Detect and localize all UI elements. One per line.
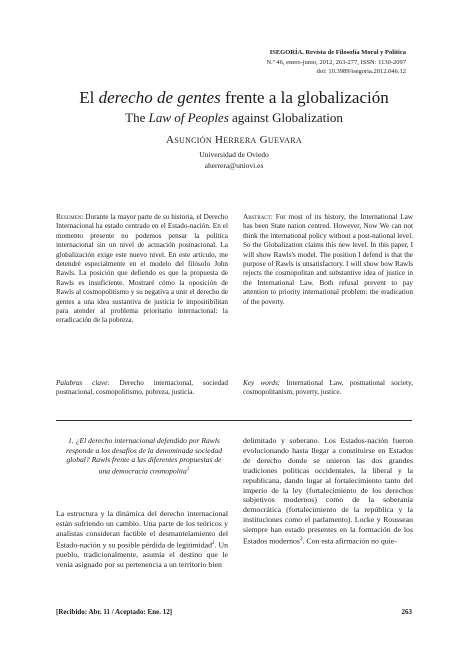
palabras-label: Palabras clave: [56,379,110,387]
section-heading-text: ¿El derecho internacional defendido por Rawls responde a los desafíos de la denominada sociedad global? Rawls frente a las diferentes propuestas de una democracia cosmopolita [65,436,222,476]
title-part-1: El [79,88,99,107]
author-text: Asunción Herrera Guevara [166,134,302,146]
article-subtitle [0,110,468,126]
body-left-column [56,509,228,570]
body-right-text-a: delimitado y soberano. Los Estados-nación fueron evolucionando hasta llegar a constituirse en Estados de derecho donde se unieron las dos grandes tradiciones políticas occidentales, la liberal y la republicana, dando lugar al fortalecimiento tanto del imperio de la ley (fortalecimiento de los derechos subjetivos modernos) como de la soberanía democrática (fortalecimiento de la república y la instituciones como el parlamento). Locke y Rousseau siempre han estado presentes en la formación de los Estados modernos [243,436,413,546]
author-email: aherrera@uniovi.es [204,161,264,170]
author-name [0,133,468,147]
section-number: 1. [68,436,74,445]
article-title [0,88,468,108]
author-affiliation: Universidad de Oviedo [199,150,269,159]
received-accepted-dates: [Recibido: Abr. 11 / Aceptado: Ene. 12] [56,608,173,616]
title-italic: derecho de gentes [98,88,221,107]
keywords-block [243,379,413,398]
journal-header [106,48,406,77]
subtitle-part-1: The [125,110,149,125]
title-part-2: frente a la globalización [220,88,389,107]
body-left-footnote-ref: 2 [212,540,215,546]
body-right-footnote-ref: 3 [299,537,303,543]
keywords-text: International Law, postnational society, cosmopolitanism, poverty, justice. [243,379,413,397]
body-left-text-b: . Un pueblo, tradicionalmente, asumía el destino que le venía asignado por su pertenencia a un territorio bien [56,540,228,570]
resumen-label: Resumen: [56,213,84,221]
resumen-text: Durante la mayor parte de su historia, el Derecho Internacional ha estado centrado en el Estado-nación. En el momento presente no podemos pensar la política internacional sin un nivel de actuación postnacional. La globalización exige este nuevo nivel. En este artículo, me detendré especialmente en el modelo del filósofo John Rawls. La posición que defiendo es que la propuesta de Rawls es insuficiente. Mostraré cómo la oposición de Rawls al cosmopolitismo y su negativa a unir el derecho de gentes a una idea sustantiva de justicia le impositibilitan para atender al problema prioritario internacional: la erradicación de la pobreza. [56,213,228,325]
body-right-column [243,436,413,547]
journal-name: ISEGORÍA. Revista de Filosofía Moral y Política [269,49,406,56]
palabras-clave-block [56,379,228,398]
journal-doi: doi: 10.3989/isegoria.2012.046.12 [316,68,406,75]
section-heading [62,436,226,476]
abstract-label: Abstract: [243,213,273,221]
subtitle-italic: Law of Peoples [148,110,229,125]
journal-issue: N.º 46, enero-junio, 2012, 263-277, ISSN: 1130-2097 [266,58,406,66]
subtitle-part-2: against Globalization [228,110,343,125]
section-heading-footnote-ref: 1 [186,466,190,472]
abstract-text: For most of its history, the International Law has been State nation centred. However, Now We can not think the international policy without a post-national level. So the Globalization claims this new level. In this paper, I will show Rawls's model. The position I defend is that the purpose of Rawls is unsatisfactory. I will show how Rawls rejects the cosmopolitan and substantive idea of justice in the International Law. Both refusal prevent to pay attention to priority international problem: the eradication of the poverty. [243,213,413,306]
page-number: 263 [401,608,412,616]
section-divider [56,420,412,421]
keywords-label: Key words: [243,379,281,387]
resumen-block [56,213,228,326]
abstract-block [243,213,413,307]
body-right-text-b: . Con esta afirmación no quie- [302,536,397,546]
palabras-text: Derecho internacional, sociedad postnacional, cosmopolitismo, pobreza, justicia. [56,379,228,397]
body-left-text-a: La estructura y la dinámica del derecho internacional están sufriendo un cambio. Una parte de los teóricos y analistas consideran factible el desmantelamiento del Estado-nación y su posible pérdida de legitimidad [56,509,228,550]
